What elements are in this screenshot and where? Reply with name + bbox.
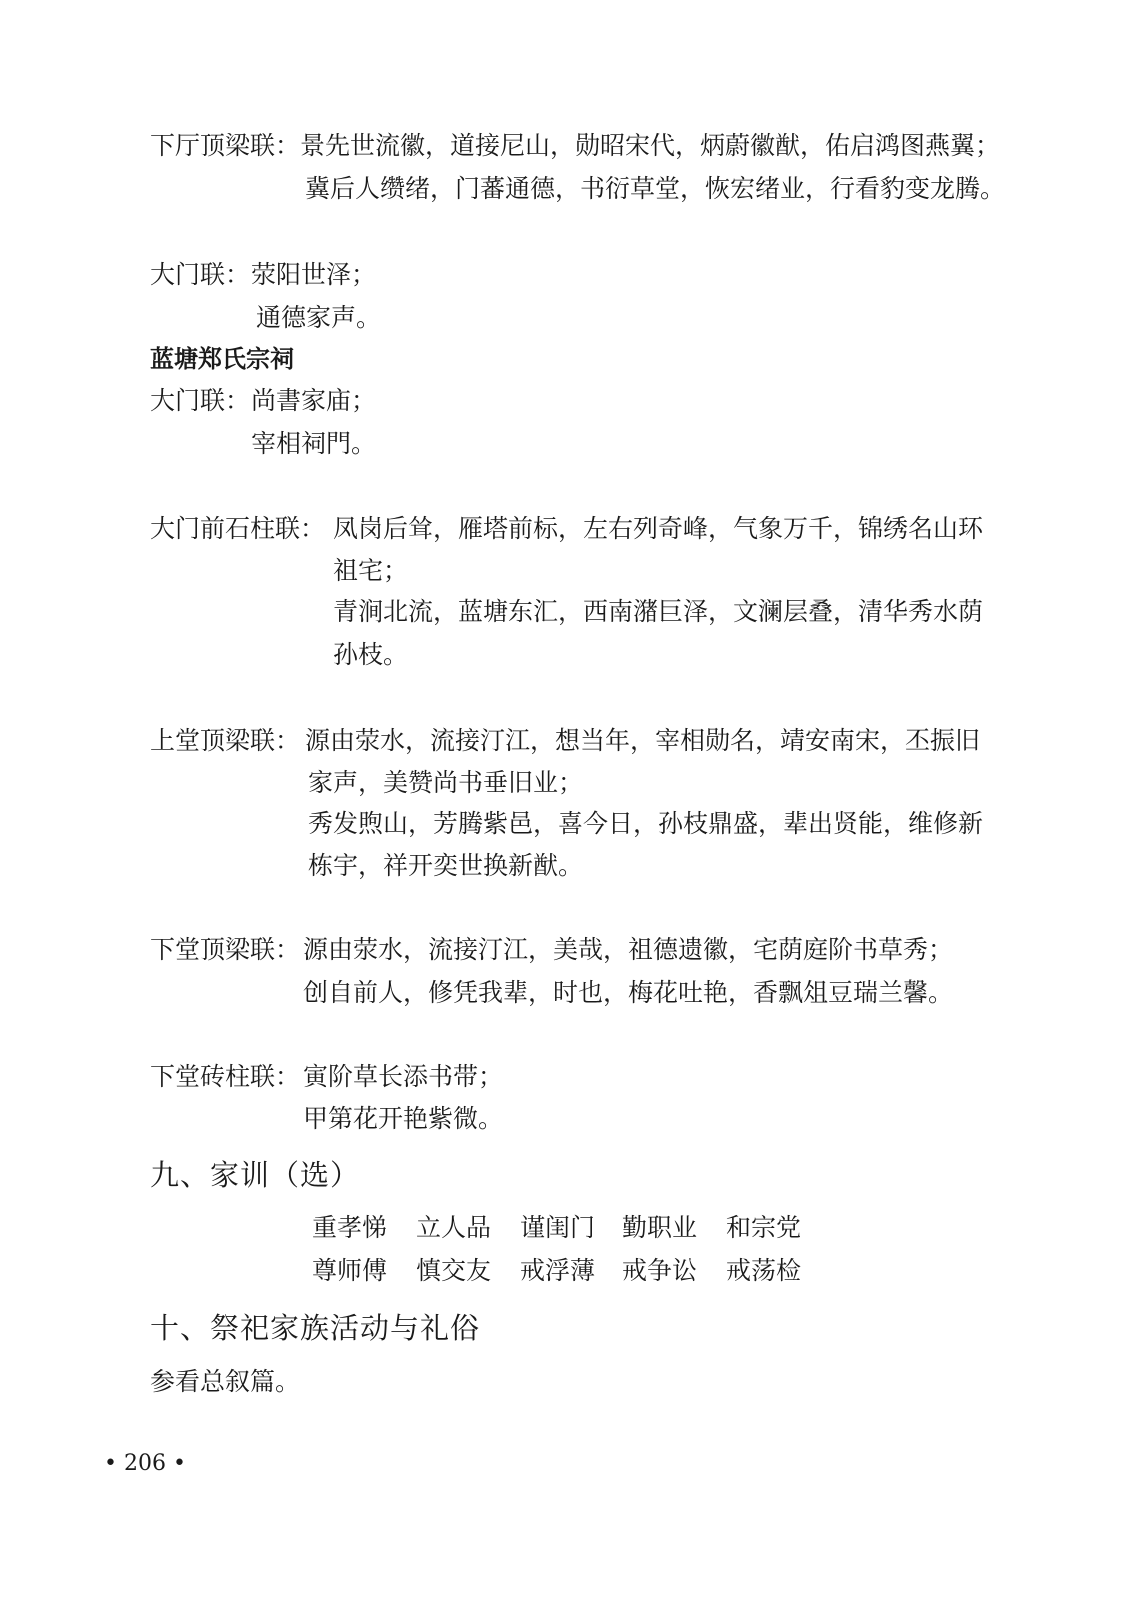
family-rule: 戒争讼 [622,1256,698,1285]
family-rule: 戒荡检 [726,1256,802,1285]
closing-text: 参看总叙篇。 [150,1367,301,1396]
couplet-line: 寅阶草长添书带； [303,1062,504,1091]
couplet-line: 通德家声。 [256,303,382,332]
family-rule: 勤职业 [622,1213,698,1242]
section-heading-10: 十、祭祀家族活动与礼俗 [150,1311,481,1345]
couplet-line: 凤岗后耸，雁塔前标，左右列奇峰，气象万千，锦绣名山环 [333,514,984,543]
couplet-label: 下堂顶梁联： [150,935,301,964]
couplet-label: 下堂砖柱联： [150,1062,301,1091]
couplet-line: 栋宇，祥开奕世换新猷。 [308,851,584,880]
family-rule: 慎交友 [416,1256,492,1285]
couplet-line: 冀后人缵绪，门蕃通德，书衍草堂，恢宏绪业，行看豹变龙腾。 [305,174,1006,203]
couplet-label: 大门联： [150,260,251,289]
family-rule: 尊师傅 [312,1256,388,1285]
couplet-line: 源由荥水，流接汀江，想当年，宰相勋名，靖安南宋，丕振旧 [305,726,981,755]
family-rule: 和宗党 [726,1213,802,1242]
page-number: • 206 • [104,1451,186,1476]
couplet-label: 大门前石柱联： [150,514,326,543]
couplet-line: 甲第花开艳紫微。 [303,1104,504,1133]
couplet-line: 家声，美赞尚书垂旧业； [308,768,584,797]
couplet-line: 孙枝。 [333,640,409,669]
couplet-label: 下厅顶梁联： [150,131,301,160]
couplet-label: 上堂顶梁联： [150,726,301,755]
couplet-line: 景先世流徽，道接尼山，勋昭宋代，炳蔚徽猷，佑启鸿图燕翼； [300,131,1001,160]
couplet-line: 宰相祠門。 [251,429,377,458]
family-rule: 谨闺门 [520,1213,596,1242]
couplet-line: 祖宅； [333,556,409,585]
family-rule: 重孝悌 [312,1213,388,1242]
family-rule: 立人品 [416,1213,492,1242]
couplet-line: 秀发煦山，芳腾紫邑，喜今日，孙枝鼎盛，辈出贤能，维修新 [308,809,984,838]
couplet-line: 荥阳世泽； [251,260,377,289]
couplet-line: 创自前人，修凭我辈，时也，梅花吐艳，香飘俎豆瑞兰馨。 [303,978,954,1007]
section-title: 蓝塘郑氏宗祠 [150,345,294,373]
couplet-line: 尚書家庙； [251,386,377,415]
couplet-line: 青涧北流，蓝塘东汇，西南潴巨泽，文澜层叠，清华秀水荫 [333,597,984,626]
section-heading-9: 九、家训（选） [150,1158,361,1192]
couplet-line: 源由荥水，流接汀江，美哉，祖德遗徽，宅荫庭阶书草秀； [303,935,954,964]
family-rule: 戒浮薄 [520,1256,596,1285]
couplet-label: 大门联： [150,386,251,415]
